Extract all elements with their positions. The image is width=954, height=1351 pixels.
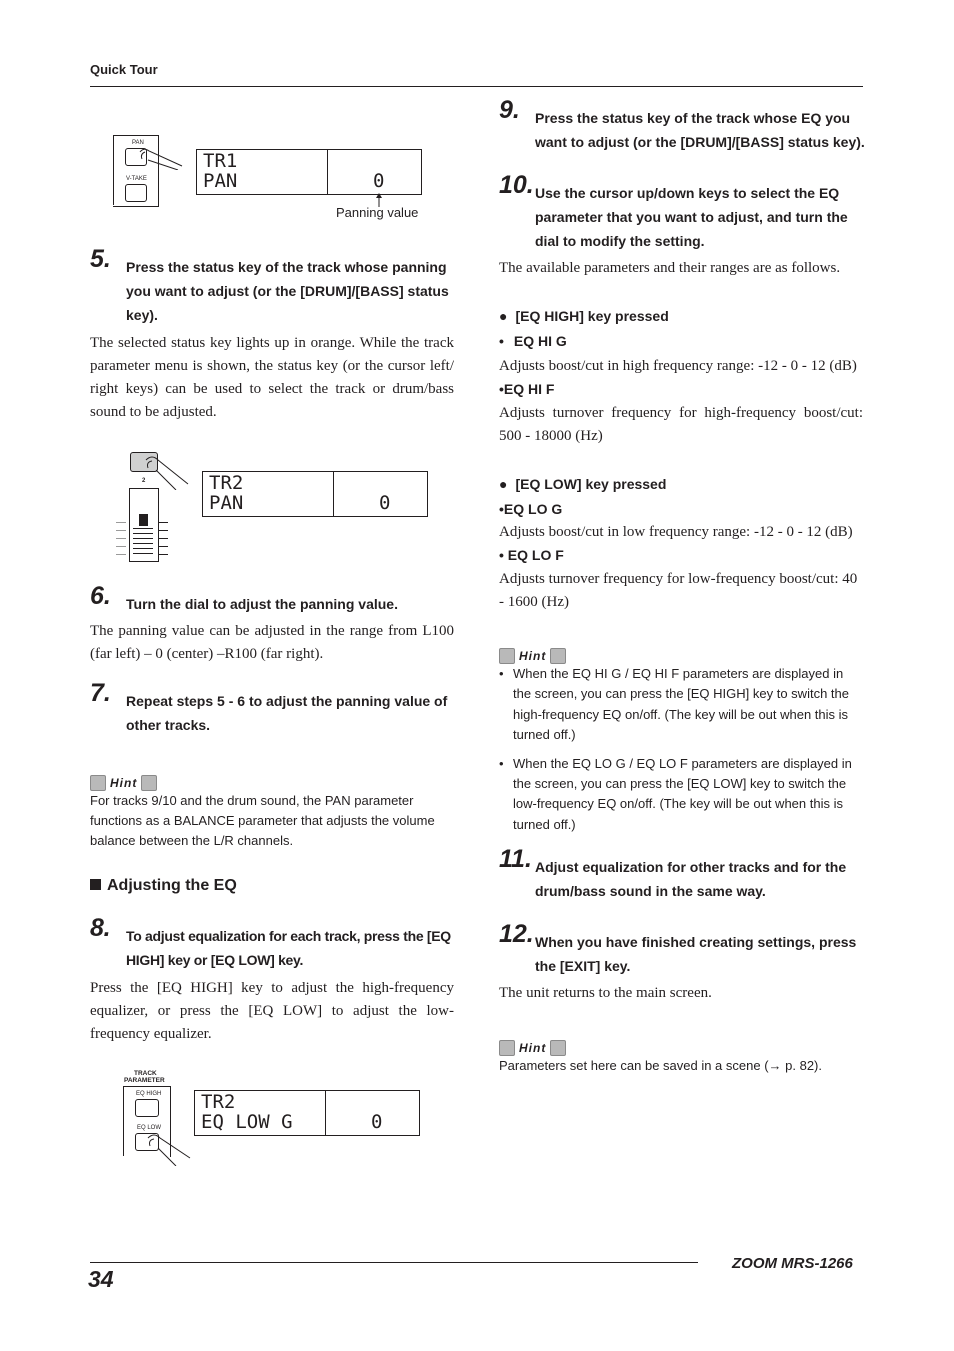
- step-number: 12.: [499, 920, 534, 948]
- lcd-line1: TR2: [201, 1091, 236, 1113]
- step-number: 8.: [90, 914, 111, 942]
- lcd-value: 0: [373, 170, 385, 192]
- step-number: 7.: [90, 679, 111, 707]
- header-rule: [90, 86, 863, 87]
- figure-pan-track2: [110, 448, 440, 568]
- parameter-label: PARAMETER: [124, 1077, 165, 1084]
- step-9: [499, 96, 865, 154]
- step-text: Use the cursor up/down keys to select the EQ parameter that you want to adjust, and turn the dial to modify the setting.: [535, 185, 848, 249]
- step-10: [499, 171, 865, 253]
- lcd-line2: EQ LOW G: [201, 1111, 293, 1133]
- step-text: When you have finished creating settings, press the [EXIT] key.: [535, 934, 857, 974]
- step-5-body: The selected status key lights up in orange. While the track parameter menu is shown, the status key (or the cursor left/ right keys) can be used to select the track or drum/bass sound to be adjusted.: [90, 335, 454, 420]
- hint-icon: [90, 775, 106, 791]
- step-number: 11.: [499, 845, 532, 873]
- step-text: Adjust equalization for other tracks and for the drum/bass sound in the same way.: [535, 859, 847, 899]
- step-text: Press the status key of the track whose EQ you want to adjust (or the [DRUM]/[BASS] status key).: [535, 110, 865, 150]
- eq-high-heading: ● [EQ HIGH] key pressed: [499, 308, 669, 324]
- lcd-value: 0: [371, 1111, 383, 1133]
- hint-text: Parameters set here can be saved in a scene (→ p. 82).: [499, 1058, 823, 1073]
- hint-icon: [550, 1040, 566, 1056]
- hint-list-item: • When the EQ HI G / EQ HI F parameters are displayed in the screen, you can press the [EQ HIGH] key to switch the high-frequency EQ on/off. (The key will be out when this is turned off.): [499, 664, 863, 746]
- hint-icon: [550, 648, 566, 664]
- running-header: Quick Tour: [90, 62, 158, 77]
- pointing-finger-icon: [138, 146, 184, 170]
- eq-high-key[interactable]: [135, 1099, 159, 1117]
- hint-label: Hint: [519, 648, 547, 663]
- step-7: [90, 679, 454, 737]
- step-8-body: Press the [EQ HIGH] key to adjust the high-frequency equalizer, or press the [EQ LOW] to adjust the low-frequency equalizer.: [90, 980, 454, 1042]
- lcd-display: [194, 1090, 420, 1136]
- eq-lo-g-desc: Adjusts boost/cut in low frequency range: -12 - 0 - 12 (dB): [499, 524, 853, 540]
- section-title-text: Adjusting the EQ: [107, 877, 237, 894]
- vtake-key-label: V-TAKE: [126, 176, 147, 182]
- hint-text: For tracks 9/10 and the drum sound, the PAN parameter functions as a BALANCE parameter that adjusts the volume balance between the L/R channels.: [90, 793, 435, 848]
- hint-header: [499, 1039, 566, 1056]
- lcd-display: [196, 149, 422, 195]
- pan-key-label: PAN: [132, 140, 144, 146]
- hint-icon: [499, 1040, 515, 1056]
- eq-hi-g-label: • EQ HI G: [499, 333, 567, 349]
- eq-high-label: EQ HIGH: [136, 1091, 162, 1097]
- lcd-value: 0: [379, 492, 391, 514]
- step-text: Turn the dial to adjust the panning value.: [126, 596, 398, 612]
- step-number: 10.: [499, 171, 534, 199]
- section-title: [90, 877, 237, 895]
- step-12-body: The unit returns to the main screen.: [499, 985, 712, 1001]
- product-name: ZOOM MRS-1266: [732, 1255, 853, 1272]
- lcd-line1: TR2: [209, 472, 244, 494]
- step-8: [90, 914, 454, 972]
- step-text: Press the status key of the track whose panning you want to adjust (or the [DRUM]/[BASS] status key).: [126, 259, 449, 323]
- vtake-key[interactable]: [125, 184, 147, 202]
- eq-hi-g-desc: Adjusts boost/cut in high frequency range: -12 - 0 - 12 (dB): [499, 358, 857, 374]
- track-number: 2: [142, 478, 146, 484]
- lcd-line2: PAN: [203, 170, 238, 192]
- hint-label: Hint: [519, 1040, 547, 1055]
- step-5: [90, 245, 454, 327]
- step-text: To adjust equalization for each track, press the [EQ HIGH] key or [EQ LOW] key.: [126, 928, 451, 968]
- step-11: [499, 845, 865, 903]
- eq-hi-f-desc: Adjusts turnover frequency for high-frequency boost/cut: 500 - 18000 (Hz): [499, 405, 863, 444]
- hint-icon: [499, 648, 515, 664]
- lcd-line2: PAN: [209, 492, 244, 514]
- eq-low-heading: ● [EQ LOW] key pressed: [499, 476, 667, 492]
- figure-pan-track1: [110, 130, 440, 225]
- hint-label: Hint: [110, 775, 138, 790]
- eq-hi-f-label: •EQ HI F: [499, 381, 555, 397]
- footer-rule: [90, 1262, 698, 1263]
- hint-list: [499, 664, 863, 843]
- track-label: TRACK: [134, 1070, 157, 1077]
- step-number: 5.: [90, 245, 111, 273]
- hint-icon: [141, 775, 157, 791]
- step-10-body: The available parameters and their ranges are as follows.: [499, 260, 841, 276]
- pointing-finger-icon: [144, 454, 190, 490]
- figure-eq: [118, 1066, 428, 1168]
- panning-value-caption: Panning value: [336, 205, 419, 220]
- hint-header: [90, 774, 157, 791]
- step-number: 6.: [90, 582, 111, 610]
- step-text: Repeat steps 5 - 6 to adjust the panning value of other tracks.: [126, 693, 448, 733]
- page-number: 34: [88, 1266, 114, 1292]
- step-6: [90, 582, 454, 616]
- eq-lo-g-label: •EQ LO G: [499, 501, 563, 517]
- step-number: 9.: [499, 96, 520, 124]
- eq-low-label: EQ LOW: [137, 1125, 162, 1131]
- eq-lo-f-desc: Adjusts turnover frequency for low-frequency boost/cut: 40 - 1600 (Hz): [499, 571, 858, 610]
- hint-list-item: • When the EQ LO G / EQ LO F parameters are displayed in the screen, you can press the [EQ LOW] key to switch the low-frequency EQ on/off. (The key will be out when this is turned off.): [499, 754, 863, 836]
- pointing-finger-icon: [146, 1132, 192, 1166]
- hint-header: [499, 647, 566, 664]
- eq-lo-f-label: • EQ LO F: [499, 547, 564, 563]
- lcd-display: [202, 471, 428, 517]
- lcd-line1: TR1: [203, 150, 238, 172]
- step-6-body: The panning value can be adjusted in the range from L100 (far left) – 0 (center) –R100 (far right).: [90, 623, 454, 662]
- step-12: [499, 920, 865, 978]
